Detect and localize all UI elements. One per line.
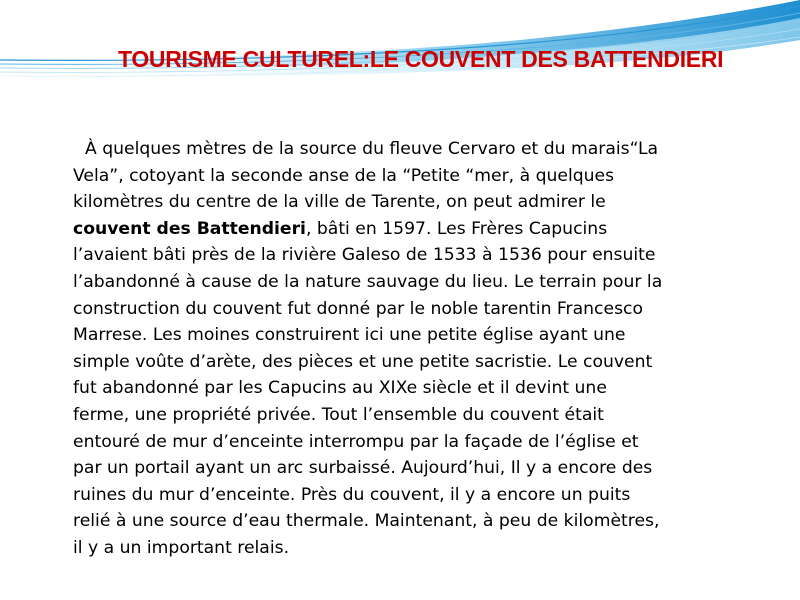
text-line: par un portail ayant un arc surbaissé. Aujourd’hui, Il y a encore des [73,458,653,479]
text-line: ferme, une propriété privée. Tout l’ensemble du couvent était [73,404,604,425]
text-line: entouré de mur d’enceinte interrompu par la façade de l’église et [73,431,639,452]
body-paragraph [73,136,753,562]
text-line: il y a un important relais. [73,537,290,558]
text-line-mixed [73,216,753,243]
text-line: kilomètres du centre de la ville de Tarente, on peut admirer le [73,192,606,213]
text-line: l’avaient bâti près de la rivière Galeso de 1533 à 1536 pour ensuite [73,245,656,266]
text-line: construction du couvent fut donné par le noble tarentin Francesco [73,298,643,319]
text-line: simple voûte d’arète, des pièces et une petite sacristie. Le couvent [73,351,653,372]
text-run: , bâti en 1597. Les Frères Capucins [305,218,608,239]
text-line: Marrese. Les moines construirent ici une petite église ayant une [73,325,626,346]
bold-phrase: couvent des Battendieri [73,218,306,239]
slide-title: TOURISME CULTUREL:LE COUVENT DES BATTENDIERI [118,46,724,72]
text-line: Vela”, cotoyant la seconde anse de la “Petite “mer, à quelques [73,165,615,186]
text-line: ruines du mur d’enceinte. Près du couvent, il y a encore un puits [73,484,631,505]
text-line: l’abandonné à cause de la nature sauvage du lieu. Le terrain pour la [73,271,663,292]
text-line: fut abandonné par les Capucins au XIXe siècle et il devint une [73,378,607,399]
text-line: relié à une source d’eau thermale. Maintenant, à peu de kilomètres, [73,511,660,532]
text-line: À quelques mètres de la source du fleuve Cervaro et du marais“La [85,139,659,159]
